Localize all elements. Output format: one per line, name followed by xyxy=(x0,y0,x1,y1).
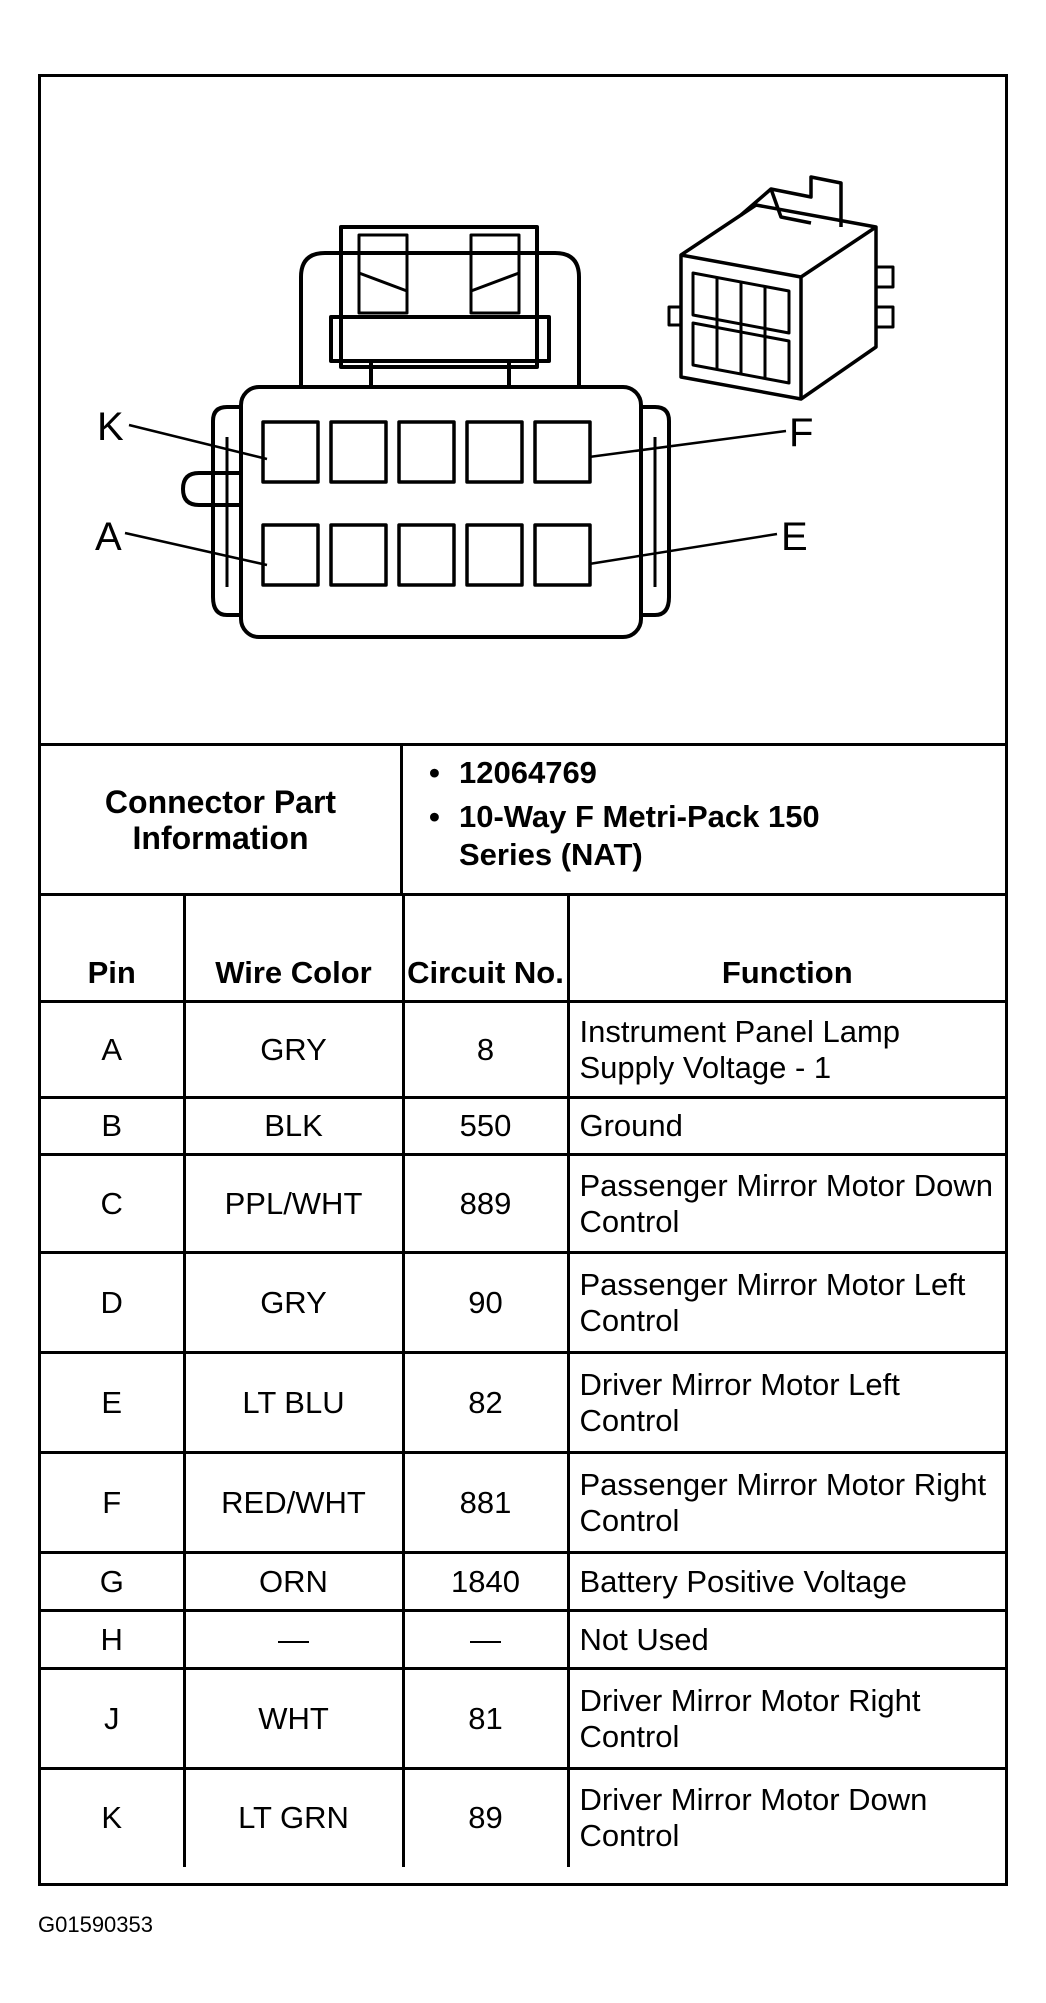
cell-pin: C xyxy=(41,1155,184,1253)
connector-info-heading-cell xyxy=(41,746,403,893)
cell-function: Passenger Mirror Motor Down Control xyxy=(568,1155,1005,1253)
cell-circuit-no: 82 xyxy=(403,1353,568,1453)
pinout-table xyxy=(41,893,1005,1867)
connector-diagram xyxy=(41,77,1005,743)
cell-circuit-no: 1840 xyxy=(403,1553,568,1611)
cell-function: Instrument Panel Lamp Supply Voltage - 1 xyxy=(568,1002,1005,1098)
cell-pin: F xyxy=(41,1453,184,1553)
cell-pin: B xyxy=(41,1098,184,1155)
table-row xyxy=(41,1553,1005,1611)
table-row xyxy=(41,1098,1005,1155)
cell-circuit-no: 550 xyxy=(403,1098,568,1155)
cell-wire-color: WHT xyxy=(184,1669,403,1769)
cell-pin: D xyxy=(41,1253,184,1353)
header-wire-color: Wire Color xyxy=(184,895,403,1002)
cell-pin: A xyxy=(41,1002,184,1098)
cell-function: Passenger Mirror Motor Left Control xyxy=(568,1253,1005,1353)
cell-circuit-no: 89 xyxy=(403,1769,568,1867)
pin-label-f: F xyxy=(789,411,814,455)
table-row xyxy=(41,1353,1005,1453)
connector-face-drawing xyxy=(41,77,1005,743)
cell-wire-color: GRY xyxy=(184,1002,403,1098)
table-row xyxy=(41,1769,1005,1867)
connector-info-details xyxy=(403,754,1003,880)
connector-part-number: • 12064769 xyxy=(429,754,1003,792)
table-row xyxy=(41,1155,1005,1253)
cell-circuit-no: 81 xyxy=(403,1669,568,1769)
pinout-header-row xyxy=(41,895,1005,1002)
cell-function: Driver Mirror Motor Left Control xyxy=(568,1353,1005,1453)
header-circuit-no: Circuit No. xyxy=(403,895,568,1002)
cell-function: Driver Mirror Motor Down Control xyxy=(568,1769,1005,1867)
connector-part-info xyxy=(41,743,1005,893)
cell-circuit-no: 90 xyxy=(403,1253,568,1353)
pin-label-k: K xyxy=(97,405,124,449)
cell-circuit-no: 881 xyxy=(403,1453,568,1553)
pin-label-a: A xyxy=(95,515,122,559)
cell-wire-color: — xyxy=(184,1611,403,1669)
cell-function: Not Used xyxy=(568,1611,1005,1669)
cell-pin: G xyxy=(41,1553,184,1611)
cell-circuit-no: 889 xyxy=(403,1155,568,1253)
cell-pin: E xyxy=(41,1353,184,1453)
cell-function: Driver Mirror Motor Right Control xyxy=(568,1669,1005,1769)
cell-wire-color: PPL/WHT xyxy=(184,1155,403,1253)
cell-function: Ground xyxy=(568,1098,1005,1155)
cell-pin: K xyxy=(41,1769,184,1867)
header-pin: Pin xyxy=(41,895,184,1002)
table-row xyxy=(41,1253,1005,1353)
cell-function: Passenger Mirror Motor Right Control xyxy=(568,1453,1005,1553)
cell-wire-color: LT BLU xyxy=(184,1353,403,1453)
table-row xyxy=(41,1453,1005,1553)
cell-function: Battery Positive Voltage xyxy=(568,1553,1005,1611)
table-row xyxy=(41,1669,1005,1769)
cell-circuit-no: — xyxy=(403,1611,568,1669)
cell-wire-color: RED/WHT xyxy=(184,1453,403,1553)
figure-id: G01590353 xyxy=(38,1912,153,1937)
table-row xyxy=(41,1002,1005,1098)
cell-circuit-no: 8 xyxy=(403,1002,568,1098)
cell-wire-color: LT GRN xyxy=(184,1769,403,1867)
cell-wire-color: BLK xyxy=(184,1098,403,1155)
connector-type: • 10-Way F Metri-Pack 150 Series (NAT) xyxy=(429,798,1003,874)
cell-pin: J xyxy=(41,1669,184,1769)
figure-frame xyxy=(38,74,1008,1886)
table-row xyxy=(41,1611,1005,1669)
cell-wire-color: ORN xyxy=(184,1553,403,1611)
cell-wire-color: GRY xyxy=(184,1253,403,1353)
cell-pin: H xyxy=(41,1611,184,1669)
connector-info-heading: Connector Part Information xyxy=(104,783,337,856)
pin-label-e: E xyxy=(781,515,808,559)
header-function: Function xyxy=(568,895,1005,1002)
